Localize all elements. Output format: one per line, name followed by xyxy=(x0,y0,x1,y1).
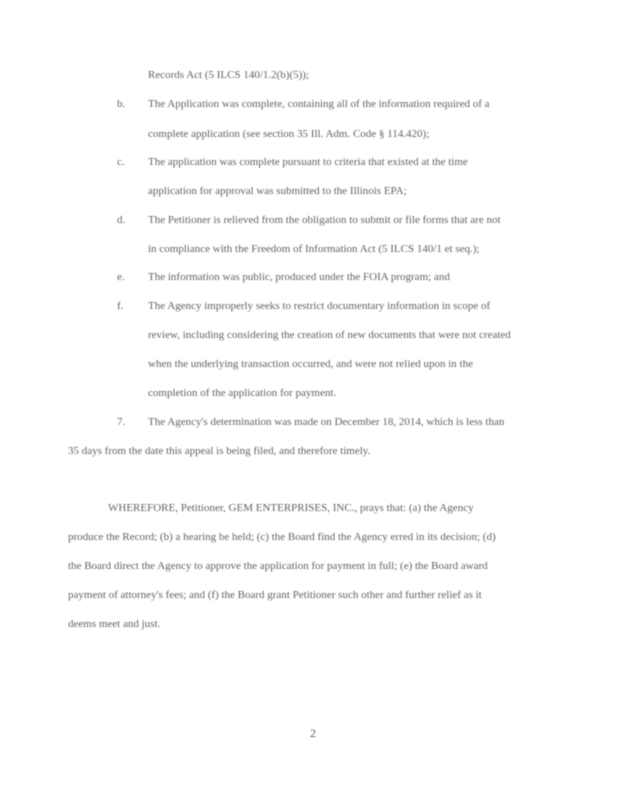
item-d-line-1: The Petitioner is relieved from the obligation to submit or file forms that are not xyxy=(148,214,501,226)
item-c-line-1: The application was complete pursuant to criteria that existed at the time xyxy=(148,156,468,168)
item-f-line-4: completion of the application for payment. xyxy=(148,387,337,399)
wherefore-line-5: deems meet and just. xyxy=(68,618,161,630)
item-f-line-2: review, including considering the creation of new documents that were not created xyxy=(148,329,511,341)
paragraph-marker-7: 7. xyxy=(117,416,126,428)
item-c-line-2: application for approval was submitted to the Illinois EPA; xyxy=(148,185,407,197)
item-marker-c: c. xyxy=(117,156,125,168)
item-e-line-1: The information was public, produced under the FOIA program; and xyxy=(148,271,450,283)
wherefore-line-1: WHEREFORE, Petitioner, GEM ENTERPRISES, INC., prays that: (a) the Agency xyxy=(108,502,474,514)
item-f-line-1: The Agency improperly seeks to restrict documentary information in scope of xyxy=(148,300,491,312)
wherefore-line-3: the Board direct the Agency to approve the application for payment in full; (e) the Board award xyxy=(68,560,488,572)
item-marker-e: e. xyxy=(117,271,125,283)
item-b-line-1: The Application was complete, containing all of the information required of a xyxy=(148,98,490,110)
wherefore-line-4: payment of attorney's fees; and (f) the Board grant Petitioner such other and further relief as it xyxy=(68,589,482,601)
item-marker-d: d. xyxy=(117,214,126,226)
paragraph-7-line-2: 35 days from the date this appeal is being filed, and therefore timely. xyxy=(68,445,371,457)
continuation-line: Records Act (5 ILCS 140/1.2(b)(5)); xyxy=(148,69,309,81)
item-marker-f: f. xyxy=(117,300,124,312)
item-b-line-2: complete application (see section 35 Ill. Adm. Code § 114.420); xyxy=(148,128,430,140)
item-marker-b: b. xyxy=(117,98,126,110)
item-f-line-3: when the underlying transaction occurred, and were not relied upon in the xyxy=(148,358,473,370)
wherefore-line-2: produce the Record; (b) a hearing be held; (c) the Board find the Agency erred in its decision; (d) xyxy=(68,531,496,543)
paragraph-7-line-1: The Agency's determination was made on December 18, 2014, which is less than xyxy=(148,416,505,428)
page-number: 2 xyxy=(310,726,316,740)
item-d-line-2: in compliance with the Freedom of Information Act (5 ILCS 140/1 et seq.); xyxy=(148,243,480,255)
